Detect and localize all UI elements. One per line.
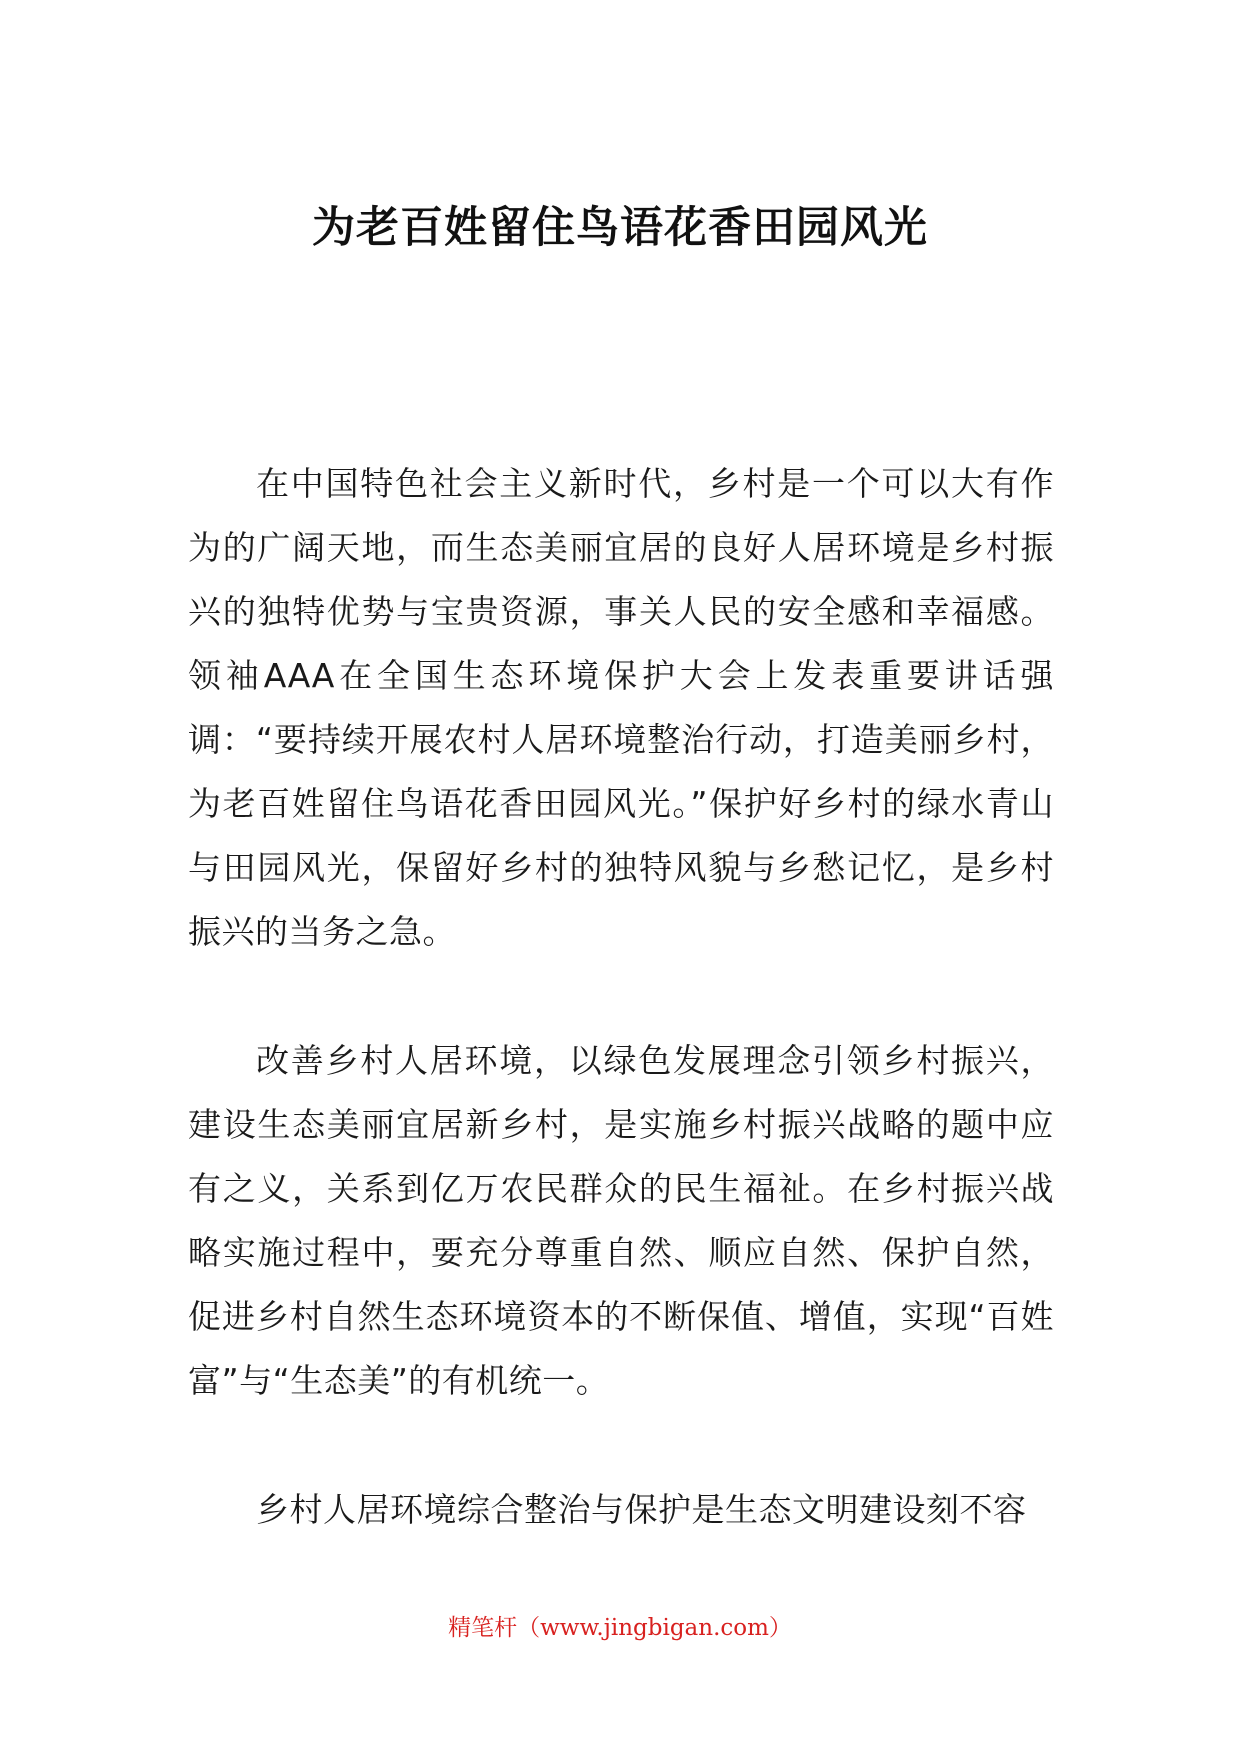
footer-watermark: 精笔杆（www.jingbigan.com） bbox=[448, 1615, 792, 1641]
paragraph-2: 改善乡村人居环境，以绿色发展理念引领乡村振兴，建设生态美丽宜居新乡村，是实施乡村振兴战略的题中应有之义，关系到亿万农民群众的民生福祉。在乡村振兴战略实施过程中，要充分尊重自然、顺应自然、保护自然，促进乡村自然生态环境资本的不断保值、增值，实现“百姓富”与“生态美”的有机统一。 bbox=[188, 1041, 1054, 1400]
paragraph-1: 在中国特色社会主义新时代，乡村是一个可以大有作为的广阔天地，而生态美丽宜居的良好人居环境是乡村振兴的独特优势与宝贵资源，事关人民的安全感和幸福感。领袖AAA在全国生态环境保护大会上发表重要讲话强调：“要持续开展农村人居环境整治行动，打造美丽乡村，为老百姓留住鸟语花香田园风光。”保护好乡村的绿水青山与田园风光，保留好乡村的独特风貌与乡愁记忆，是乡村振兴的当务之急。 bbox=[188, 464, 1054, 951]
page-title: 为老百姓留住鸟语花香田园风光 bbox=[312, 203, 928, 253]
document-body bbox=[188, 452, 1054, 1607]
paragraph-3: 乡村人居环境综合整治与保护是生态文明建设刻不容 bbox=[256, 1490, 1027, 1529]
